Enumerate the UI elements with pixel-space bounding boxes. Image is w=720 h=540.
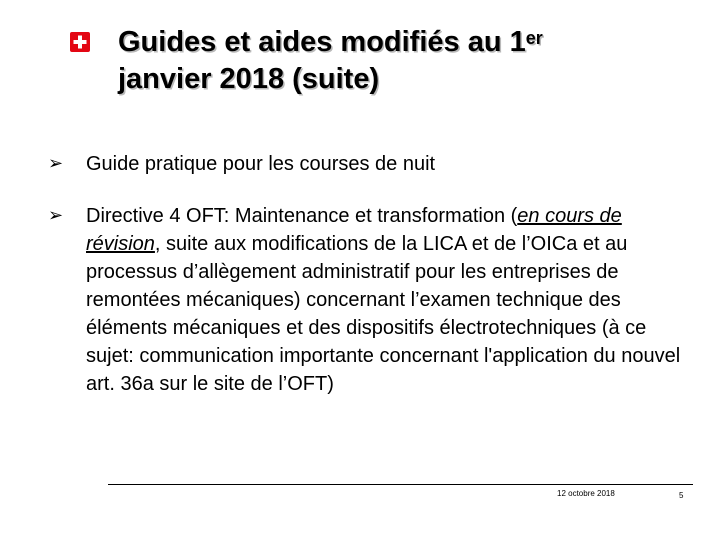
footer-date: 12 octobre 2018 <box>557 489 615 498</box>
title-prefix: Guides et aides modifiés au 1 <box>118 26 526 58</box>
slide-title <box>118 24 543 98</box>
bullet-list <box>48 150 698 398</box>
bullet-item <box>48 202 698 398</box>
bullet-text-after: , suite aux modifications de la LICA et de l’OICa et au processus d’allègement administratif pour les entreprises de remontées mécaniques) concernant l’examen technique des éléments mécaniques et des dispositifs électrotechniques (à ce sujet: communication importante concernant l'application du nouvel art. 36a sur le site de l’OFT) <box>86 233 681 395</box>
title-superscript: er <box>525 28 543 48</box>
page-number: 5 <box>679 491 684 500</box>
arrow-bullet-icon: ➢ <box>48 153 64 174</box>
swiss-cross-icon <box>70 32 90 52</box>
bullet-item <box>48 150 698 178</box>
bullet-text: Guide pratique pour les courses de nuit <box>86 153 436 175</box>
footer-divider <box>108 484 693 485</box>
title-line-2: janvier 2018 (suite) <box>118 63 380 95</box>
bullet-text-before: Directive 4 OFT: Maintenance et transformation ( <box>86 205 518 227</box>
arrow-bullet-icon: ➢ <box>48 205 64 226</box>
revision-note: en cours de révision <box>86 205 622 255</box>
